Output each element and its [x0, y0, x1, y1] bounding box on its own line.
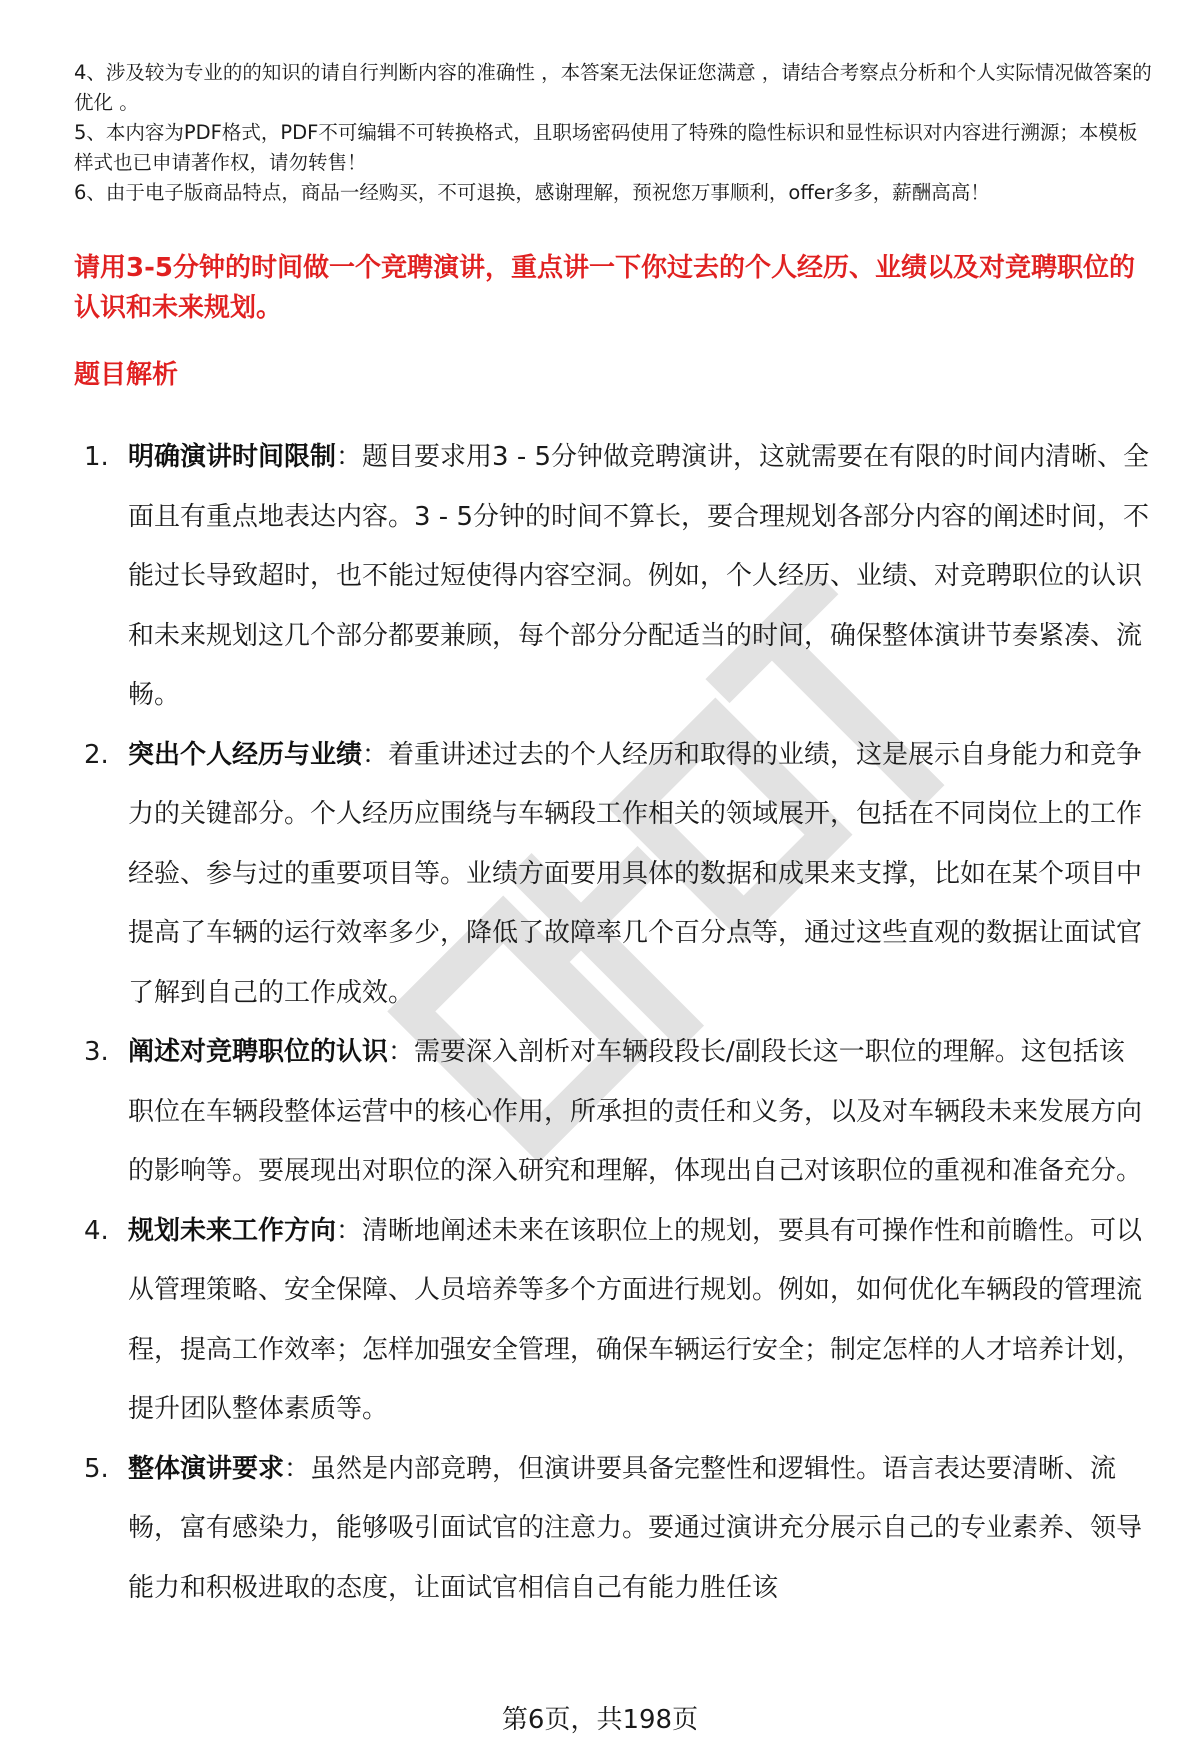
- page-number: 第6页，共198页: [501, 1705, 699, 1735]
- analysis-point: [74, 1202, 1149, 1440]
- notice-item: 6、由于电子版商品特点，商品一经购买，不可退换，感谢理解，预祝您万事顺利，offer多多，薪酬高高！: [74, 181, 990, 204]
- point-number: 2.: [84, 739, 109, 770]
- point-body: ：着重讲述过去的个人经历和取得的业绩，这是展示自身能力和竞争力的关键部分。个人经历应围绕与车辆段工作相关的领域展开，包括在不同岗位上的工作经验、参与过的重要项目等。业绩方面要用具体的数据和成果来支撑，比如在某个项目中提高了车辆的运行效率多少，降低了故障率几个百分点等，通过这些直观的数据让面试官了解到自己的工作成效。: [128, 739, 1143, 1008]
- point-body: ：需要深入剖析对车辆段段长/副段长这一职位的理解。这包括该职位在车辆段整体运营中的核心作用，所承担的责任和义务，以及对车辆段未来发展方向的影响等。要展现出对职位的深入研究和理解，体现出自己对该职位的重视和准备充分。: [128, 1037, 1143, 1186]
- notice-list: [74, 58, 1154, 208]
- point-body: ：虽然是内部竞聘，但演讲要具备完整性和逻辑性。语言表达要清晰、流畅，富有感染力，能够吸引面试官的注意力。要通过演讲充分展示自己的专业素养、领导能力和积极进取的态度，让面试官相信自己有能力胜任该: [128, 1453, 1143, 1603]
- analysis-point: [74, 1023, 1149, 1202]
- point-number: 1.: [84, 442, 109, 472]
- analysis-heading: 题目解析: [74, 360, 179, 390]
- point-number: 5.: [84, 1453, 109, 1484]
- analysis-point: [74, 1440, 1149, 1619]
- point-title: 规划未来工作方向: [128, 1215, 337, 1246]
- point-body: ：题目要求用3 - 5分钟做竞聘演讲，这就需要在有限的时间内清晰、全面且有重点地表达内容。3 - 5分钟的时间不算长，要合理规划各部分内容的阐述时间，不能过长导致超时，也不能过短使得内容空洞。例如，个人经历、业绩、对竞聘职位的认识和未来规划这几个部分都要兼顾，每个部分分配适当的时间，确保整体演讲节奏紧凑、流畅。: [128, 442, 1150, 710]
- point-number: 4.: [84, 1215, 109, 1246]
- notice-item: 4、涉及较为专业的的知识的请自行判断内容的准确性 ，本答案无法保证您满意 ，请结合考察点分析和个人实际情况做答案的优化 。: [74, 61, 1152, 114]
- analysis-point: [74, 428, 1149, 726]
- point-title: 整体演讲要求: [128, 1453, 285, 1484]
- point-title: 突出个人经历与业绩: [128, 739, 363, 770]
- point-title: 阐述对竞聘职位的认识: [128, 1037, 389, 1067]
- point-body: ：清晰地阐述未来在该职位上的规划，要具有可操作性和前瞻性。可以从管理策略、安全保障、人员培养等多个方面进行规划。例如，如何优化车辆段的管理流程，提高工作效率；怎样加强安全管理，确保车辆运行安全；制定怎样的人才培养计划，提升团队整体素质等。: [128, 1215, 1143, 1424]
- notice-item: 5、本内容为PDF格式，PDF不可编辑不可转换格式，且职场密码使用了特殊的隐性标识和显性标识对内容进行溯源；本模板样式也已申请著作权，请勿转售！: [74, 121, 1138, 174]
- analysis-point: [74, 726, 1149, 1024]
- analysis-points: [74, 428, 1149, 1618]
- point-title: 明确演讲时间限制: [128, 442, 337, 472]
- question-heading: 请用3-5分钟的时间做一个竞聘演讲，重点讲一下你过去的个人经历、业绩以及对竞聘职位的认识和未来规划。: [74, 253, 1135, 323]
- point-number: 3.: [84, 1037, 109, 1067]
